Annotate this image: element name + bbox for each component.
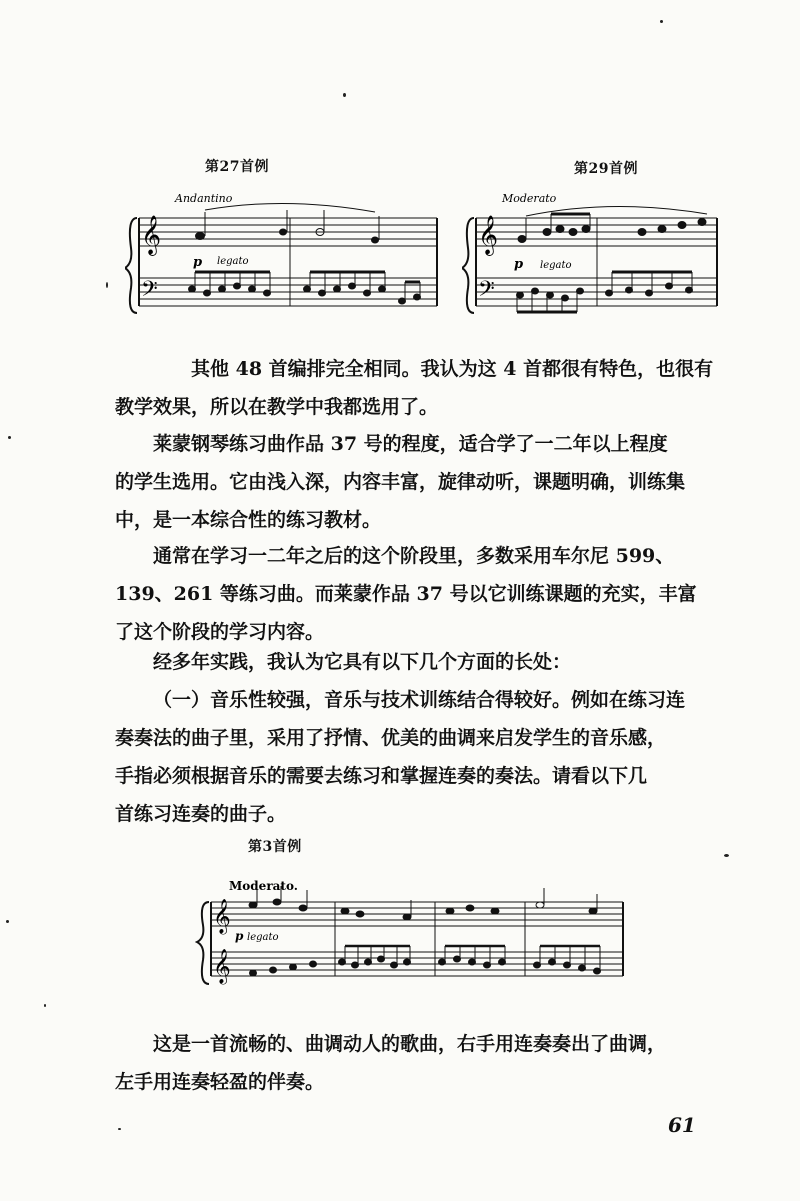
scan-speck xyxy=(106,282,108,288)
scan-speck xyxy=(724,854,729,857)
score-example-3 xyxy=(195,870,630,1000)
articulation-marking: legato xyxy=(540,260,572,271)
svg-text:𝄢: 𝄢 xyxy=(141,277,158,307)
svg-text:𝄞: 𝄞 xyxy=(478,215,499,255)
paragraph-6: 这是一首流畅的、曲调动人的歌曲，右手用连奏奏出了曲调， 左手用连奏轻盈的伴奏。 xyxy=(115,1033,667,1093)
paragraph-5: （一）音乐性较强，音乐与技术训练结合得较好。例如在练习连 奏奏法的曲子里，采用了抒情、优美的曲调来启发学生的音乐感， 手指必须根据音乐的需要去练习和掌握连奏的奏法。请看以下几 首练习连奏的曲子。 xyxy=(115,689,686,825)
svg-text:𝄞: 𝄞 xyxy=(141,215,162,255)
scan-speck xyxy=(660,20,663,23)
svg-text:𝄞: 𝄞 xyxy=(213,949,231,984)
tempo-marking: Moderato xyxy=(502,192,557,205)
example-3-caption: 第3首例 xyxy=(248,839,302,855)
score-example-27 xyxy=(125,188,445,318)
scan-speck xyxy=(118,1128,121,1130)
scan-speck xyxy=(343,93,346,97)
dynamic-marking: p xyxy=(193,255,203,270)
svg-text:𝄢: 𝄢 xyxy=(478,277,495,307)
tempo-marking: Moderato. xyxy=(229,879,298,893)
paragraph-2: 莱蒙钢琴练习曲作品 37 号的程度，适合学了一二年以上程度 的学生选用。它由浅入深，内容丰富，旋律动听，课题明确，训练集 中，是一本综合性的练习教材。 xyxy=(115,433,686,531)
dynamic-marking: p xyxy=(235,929,244,943)
paragraph-3: 通常在学习一二年之后的这个阶段里，多数采用车尔尼 599、 139、261 等练习曲。而莱蒙作品 37 号以它训练课题的充实，丰富 了这个阶段的学习内容。 xyxy=(115,545,697,643)
paragraph-1: 其他 48 首编排完全相同。我认为这 4 首都很有特色，也很有 教学效果，所以在教学中我都选用了。 xyxy=(115,358,714,418)
example-29-caption: 第29首例 xyxy=(574,161,638,177)
scan-speck xyxy=(6,920,9,923)
dynamic-marking: p xyxy=(514,257,524,272)
articulation-marking: legato xyxy=(217,256,249,267)
paragraph-4: 经多年实践，我认为它具有以下几个方面的长处： xyxy=(153,651,572,673)
tempo-marking: Andantino xyxy=(175,192,233,205)
scan-speck xyxy=(44,1004,46,1007)
svg-text:𝄞: 𝄞 xyxy=(213,899,231,934)
example-27-caption: 第27首例 xyxy=(205,159,269,175)
page-number: 61 xyxy=(668,1113,696,1137)
scan-speck xyxy=(8,436,11,439)
articulation-marking: legato xyxy=(247,932,279,943)
score-example-29 xyxy=(462,188,727,318)
